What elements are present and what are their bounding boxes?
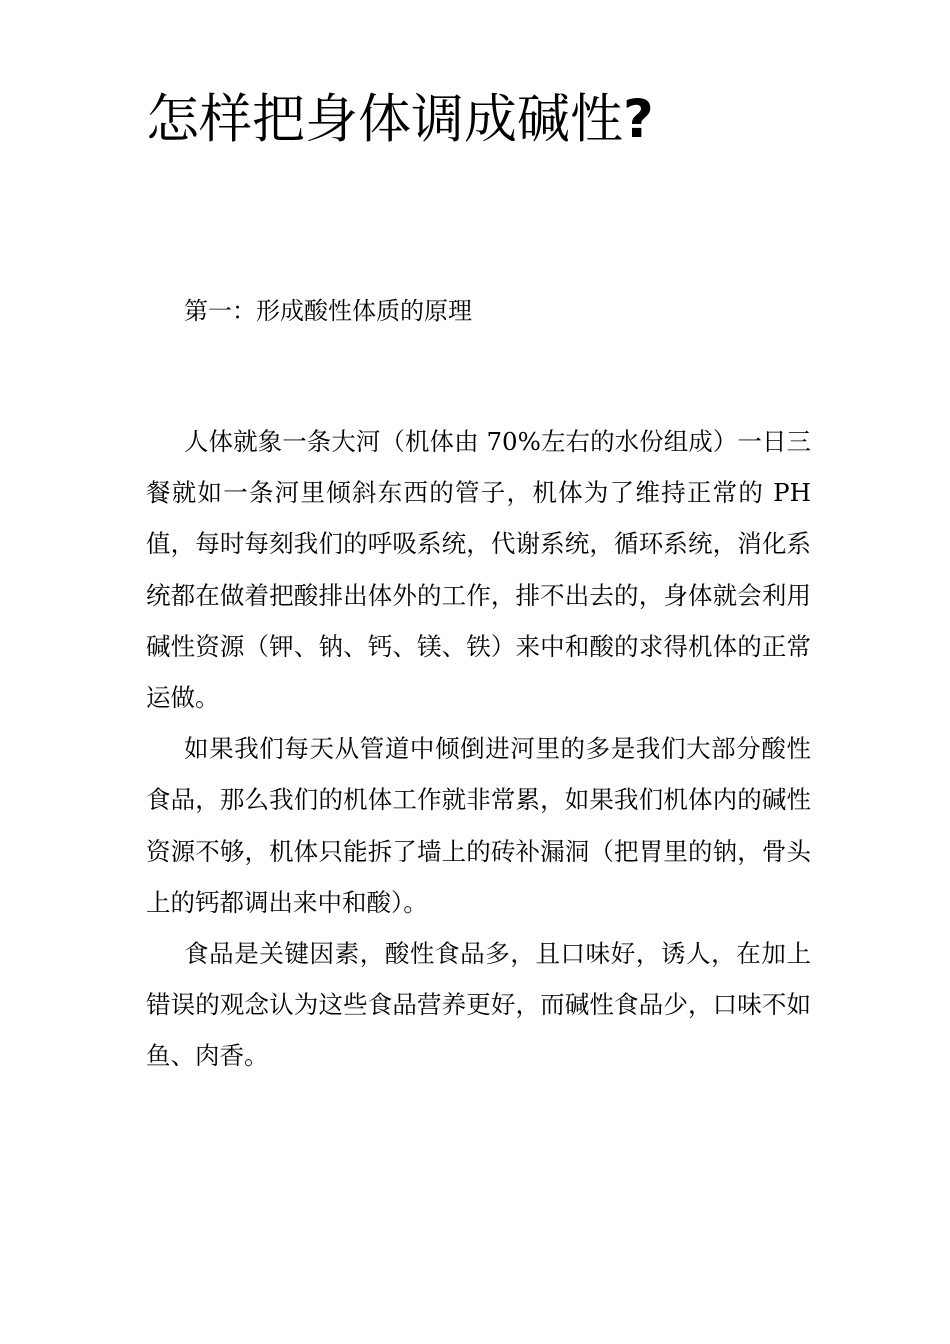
body-text (146, 416, 811, 1082)
paragraph-2: 如果我们每天从管道中倾倒进河里的多是我们大部分酸性食品，那么我们的机体工作就非常累，如果我们机体内的碱性资源不够，机体只能拆了墙上的砖补漏洞（把胃里的钠，骨头上的钙都调出来中和酸）。 (146, 734, 811, 917)
document-title (146, 84, 826, 156)
paragraph-1: 人体就象一条大河（机体由 70%左右的水份组成）一日三餐就如一条河里倾斜东西的管子，机体为了维持正常的 PH 值，每时每刻我们的呼吸系统，代谢系统，循环系统，消化系统都在做着把酸排出体外的工作，排不出去的，身体就会利用碱性资源（钾、钠、钙、镁、铁）来中和酸的求得机体的正常运做。 (146, 427, 811, 713)
paragraph-3: 食品是关键因素，酸性食品多，且口味好，诱人，在加上错误的观念认为这些食品营养更好，而碱性食品少，口味不如鱼、肉香。 (146, 939, 811, 1071)
section-heading: 第一：形成酸性体质的原理 (184, 297, 472, 325)
title-question-mark: ? (623, 89, 654, 150)
title-text: 怎样把身体调成碱性 (146, 89, 623, 150)
